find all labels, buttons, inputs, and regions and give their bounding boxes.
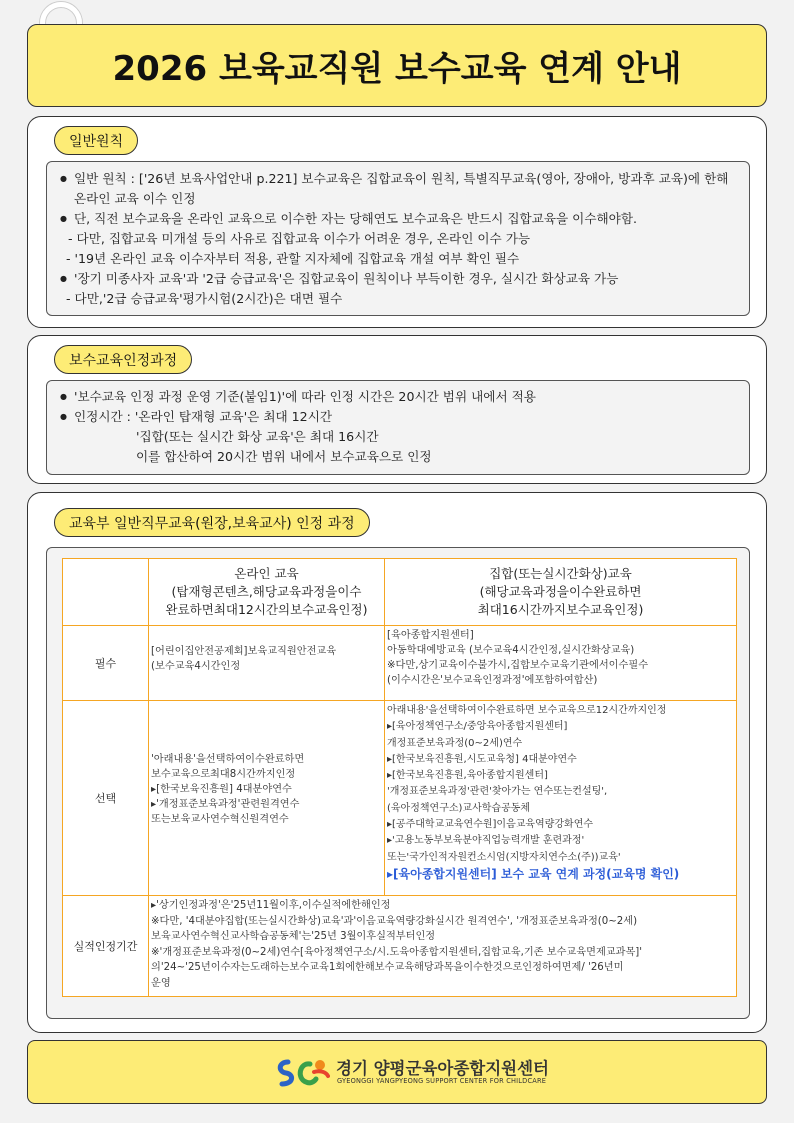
cell-line: ※'개정표준보육과정(0~2세)연수[육아정책연구소/시.도육아종합지원센터,집합교육,기존 보수교육면제교과목]' (151, 946, 643, 958)
general-line-2: 온라인 교육 이수 인정 (74, 191, 196, 206)
required-offline-cell (385, 626, 737, 701)
row-label-period: 실적인정기간 (63, 896, 149, 997)
ministry-tag: 교육부 일반직무교육(원장,보육교사) 인정 과정 (54, 508, 370, 537)
required-online-cell (149, 626, 385, 701)
cell-line: 운영 (151, 977, 171, 989)
sce-logo-icon (274, 1054, 330, 1090)
cell-line: ※다만,상기교육이수불가시,집합보수교육기관에서이수필수 (387, 660, 649, 671)
table-row (63, 701, 737, 896)
table-row (63, 626, 737, 701)
header-offline-line: 집합(또는실시간화상)교육 (489, 566, 632, 581)
general-line-6: ● '장기 미종사자 교육'과 '2급 승급교육'은 집합교육이 원칙이나 부득이한 경우, 실시간 화상교육 가능 (74, 271, 618, 287)
header-online-line: (탑재형콘텐츠,해당교육과정을이수 (171, 584, 362, 599)
cell-line: 아래내용'을선택하여이수완료하면 보수교육으로12시간까지인정 (387, 705, 667, 716)
cell-line: (이수시간은'보수교육인정과정'에포함하여합산) (387, 675, 598, 686)
optional-online-cell (149, 701, 385, 896)
general-line-5: - '19년 온라인 교육 이수자부터 적용, 관할 지자체에 집합교육 개설 여부 확인 필수 (66, 251, 520, 266)
cell-line: [육아종합지원센터] (387, 630, 474, 641)
recognition-line-4: 이를 합산하여 20시간 범위 내에서 보수교육으로 인정 (136, 449, 432, 464)
title-banner (27, 24, 767, 107)
general-line-4: - 다만, 집합교육 미개설 등의 사유로 집합교육 이수가 어려운 경우, 온라인 이수 가능 (68, 231, 531, 246)
general-line-7: - 다만,'2급 승급교육'평가시험(2시간)은 대면 필수 (66, 291, 343, 306)
header-empty-cell (63, 559, 149, 626)
header-offline (385, 559, 737, 626)
header-offline-line: (해당교육과정을이수완료하면 (479, 584, 642, 599)
cell-line: '아래내용'을선택하여이수완료하면 (151, 753, 305, 765)
row-label-optional: 선택 (63, 701, 149, 896)
general-line-3: ● 단, 직전 보수교육을 온라인 교육으로 이수한 자는 당해연도 보수교육은 반드시 집합교육을 이수해야함. (74, 211, 637, 227)
org-name: 경기 양평군육아종합지원센터 (336, 1059, 549, 1078)
recognition-tag: 보수교육인정과정 (54, 345, 192, 374)
cell-line: 개정표준보육과정(0~2세)연수 (387, 737, 523, 749)
cell-line: ▸'상기인정과정'은'25년11월이후,이수실적에한해인정 (151, 900, 391, 911)
cell-line: '개정표준보육과정'관련'찾아가는 연수또는컨설팅', (387, 786, 608, 798)
period-cell (149, 896, 737, 997)
cell-line: 또는'국가인적자원컨소시엄(지방자치연수소(주))교육' (387, 851, 621, 863)
childcare-center-course-link[interactable]: ▸[육아종합지원센터] 보수 교육 연계 과정(교육명 확인) (387, 866, 680, 881)
header-online-line: 온라인 교육 (234, 566, 299, 581)
cell-line: 아동학대예방교육 (보수교육4시간인정,실시간화상교육) (387, 645, 635, 656)
header-offline-line: 최대16시간까지보수교육인정) (477, 602, 644, 617)
page-title: 2026 보육교직원 보수교육 연계 안내 (112, 49, 682, 89)
cell-line: 의'24~'25년이수자는도래하는보수교육1회에한해보수교육해당과목을이수한것으로인정하여면제/ '26년미 (151, 962, 624, 973)
cell-line: ▸[한국보육진흥원,육아종합지원센터] (387, 770, 548, 782)
org-english-name: GYEONGGI YANGPYEONG SUPPORT CENTER FOR CHILDCARE (337, 1077, 547, 1085)
row-label-required: 필수 (63, 626, 149, 701)
cell-line: ▸[한국보육진흥원] 4대분야연수 (151, 783, 292, 795)
cell-line: ▸'개정표준보육과정'관련원격연수 (151, 798, 300, 810)
recognition-line-1: ● '보수교육 인정 과정 운영 기준(붙임1)'에 따라 인정 시간은 20시간 범위 내에서 적용 (74, 389, 536, 405)
cell-line: (육아정책연구소)교사학습공동체 (387, 802, 531, 814)
footer-banner (27, 1040, 767, 1104)
cell-line: ※다만, '4대분야집합(또는실시간화상)교육'과'이음교육역량강화실시간 원격연수', '개정표준보육과정(0~2세) (151, 915, 638, 927)
cell-line: (보수교육4시간인정 (151, 661, 241, 672)
cell-line: ▸'고용노동부보육분야직업능력개발 훈련과정' (387, 835, 585, 847)
recognition-line-2: ● 인정시간 : '온라인 탑재형 교육'은 최대 12시간 (74, 409, 332, 425)
header-online-line: 완료하면최대12시간의보수교육인정) (165, 602, 368, 617)
cell-line: 보수교육으로최대8시간까지인정 (151, 768, 296, 780)
cell-line: ▸[한국보육진흥원,시도교육청] 4대분야연수 (387, 753, 577, 765)
cell-line: [어린이집안전공제회]보육교직원안전교육 (151, 646, 337, 657)
table-row (63, 896, 737, 997)
cell-line: 또는보육교사연수혁신원격연수 (151, 813, 289, 825)
general-line-1: ● 일반 원칙 : ['26년 보육사업안내 p.221] 보수교육은 집합교육이 원칙, 특별직무교육(영아, 장애아, 방과후 교육)에 한해 (74, 171, 728, 187)
optional-offline-cell (385, 701, 737, 896)
cell-line: ▸[공주대학교교육연수원]이음교육역량강화연수 (387, 819, 594, 831)
header-online (149, 559, 385, 626)
cell-line: 보육교사연수혁신교사학습공동체'는'25년 3월이후실적부터인정 (151, 931, 436, 942)
general-principles-tag: 일반원칙 (54, 126, 138, 155)
table-header-row (63, 559, 737, 626)
cell-line: ▸[육아정책연구소/중앙육아종합지원센터] (387, 721, 568, 733)
ministry-course-table (62, 558, 737, 997)
recognition-line-3: '집합(또는 실시간 화상 교육'은 최대 16시간 (136, 429, 379, 444)
